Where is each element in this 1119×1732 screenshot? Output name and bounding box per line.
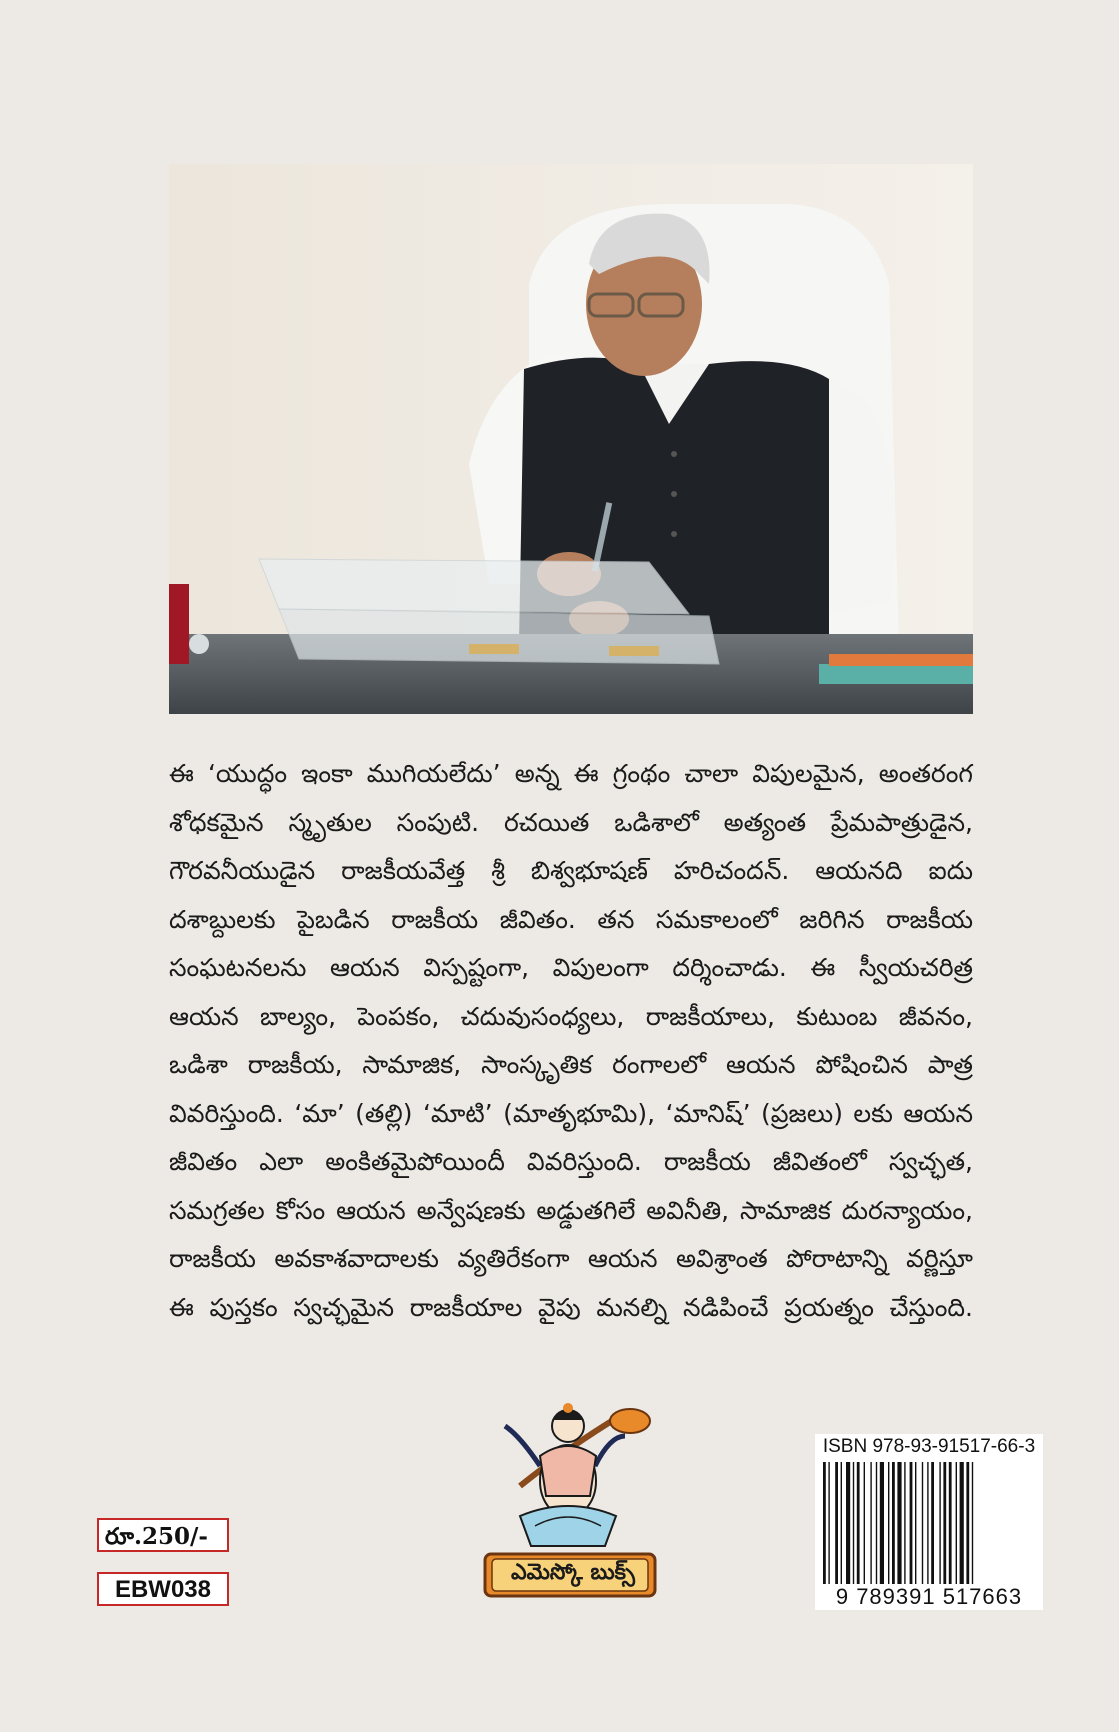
barcode-bars [821, 1462, 1037, 1584]
barcode-bar [927, 1462, 928, 1584]
blurb-line: శోధకమైన స్మృతుల సంపుటి. రచయిత ఒడిశాలో అత్యంత ప్రేమపాత్రుడైన, [169, 807, 973, 837]
blurb-line: సమగ్రతల కోసం ఆయన అన్వేషణకు అడ్డుతగిలే అవినీతి, సామాజిక దురన్యాయం, [169, 1195, 973, 1225]
barcode-bar [835, 1462, 838, 1584]
barcode-bar [892, 1462, 895, 1584]
blurb-line: జీవితం ఎలా అంకితమైపోయిందీ వివరిస్తుంది. రాజకీయ జీవితంలో స్వచ్ఛత, [169, 1147, 973, 1176]
barcode-bar [823, 1462, 826, 1584]
barcode-bar [966, 1462, 969, 1584]
barcode-bar [915, 1462, 916, 1584]
blurb-text [169, 750, 973, 1332]
blurb-line: ఆయన బాల్యం, పెంపకం, చదువుసంధ్యలు, రాజకీయాలు, కుటుంబ జీవనం, [169, 1001, 973, 1031]
man-writing-at-desk-photo [169, 164, 973, 714]
barcode-bar [864, 1462, 865, 1584]
blurb-line: ఈ ‘యుద్ధం ఇంకా ముగియలేదు’ అన్న ఈ గ్రంథం చాలా విపులమైన, అంతరంగ [169, 759, 973, 788]
barcode-bar [888, 1462, 889, 1584]
barcode-bar [846, 1462, 850, 1584]
barcode-bar [922, 1462, 923, 1584]
barcode-bar [897, 1462, 901, 1584]
barcode-bar [876, 1462, 877, 1584]
blurb-line: గౌరవనీయుడైన రాజకీయవేత్త శ్రీ బిశ్వభూషణ్ హరిచందన్. ఆయనది ఐదు [169, 856, 973, 885]
barcode-bar [972, 1462, 973, 1584]
blurb-line: రాజకీయ అవకాశవాదాలకు వ్యతిరేకంగా ఆయన అవిశ్రాంత పోరాటాన్ని వర్ణిస్తూ [169, 1244, 973, 1273]
barcode-bar [949, 1462, 952, 1584]
barcode-bar [841, 1462, 842, 1584]
blurb-line: ఈ పుస్తకం స్వచ్ఛమైన రాజకీయాల వైపు మనల్ని నడిపించే ప్రయత్నం చేస్తుంది. [169, 1292, 973, 1322]
barcode-bar [931, 1462, 934, 1584]
price-label: రూ.250/- [97, 1518, 229, 1552]
author-photo [169, 164, 973, 714]
barcode-bar [960, 1462, 964, 1584]
barcode-bar [828, 1462, 829, 1584]
publisher-name: ఎమెస్కో బుక్స్ [511, 1560, 635, 1585]
barcode-digits: 9 789391 517663 [835, 1584, 1023, 1609]
book-code-label: EBW038 [97, 1572, 229, 1606]
blurb-line: సంఘటనలను ఆయన విస్పష్టంగా, విపులంగా దర్శించాడు. ఈ స్వీయచరిత్ర [169, 953, 973, 982]
blurb-line: వివరిస్తుంది. ‘మా’ (తల్లి) ‘మాటి’ (మాతృభూమి), ‘మానిష్’ (ప్రజలు) లకు ఆయన [169, 1098, 973, 1128]
isbn-barcode [815, 1434, 1043, 1610]
barcode-bar [857, 1462, 860, 1584]
blurb-line: ఒడిశా రాజకీయ, సామాజిక, సాంస్కృతిక రంగాలలో ఆయన పోషించిన పాత్ర [169, 1050, 973, 1079]
barcode-bar [880, 1462, 884, 1584]
isbn-label: ISBN 978-93-91517-66-3 [822, 1436, 1036, 1457]
barcode-bar [870, 1462, 871, 1584]
barcode-bar [853, 1462, 854, 1584]
barcode-bar [939, 1462, 940, 1584]
barcode-bar [956, 1462, 957, 1584]
blurb-line: దశాబ్దులకు పైబడిన రాజకీయ జీవితం. తన సమకాలంలో జరిగిన రాజకీయ [169, 904, 973, 934]
barcode-bar [943, 1462, 946, 1584]
barcode-bar [910, 1462, 913, 1584]
barcode-bar [904, 1462, 905, 1584]
